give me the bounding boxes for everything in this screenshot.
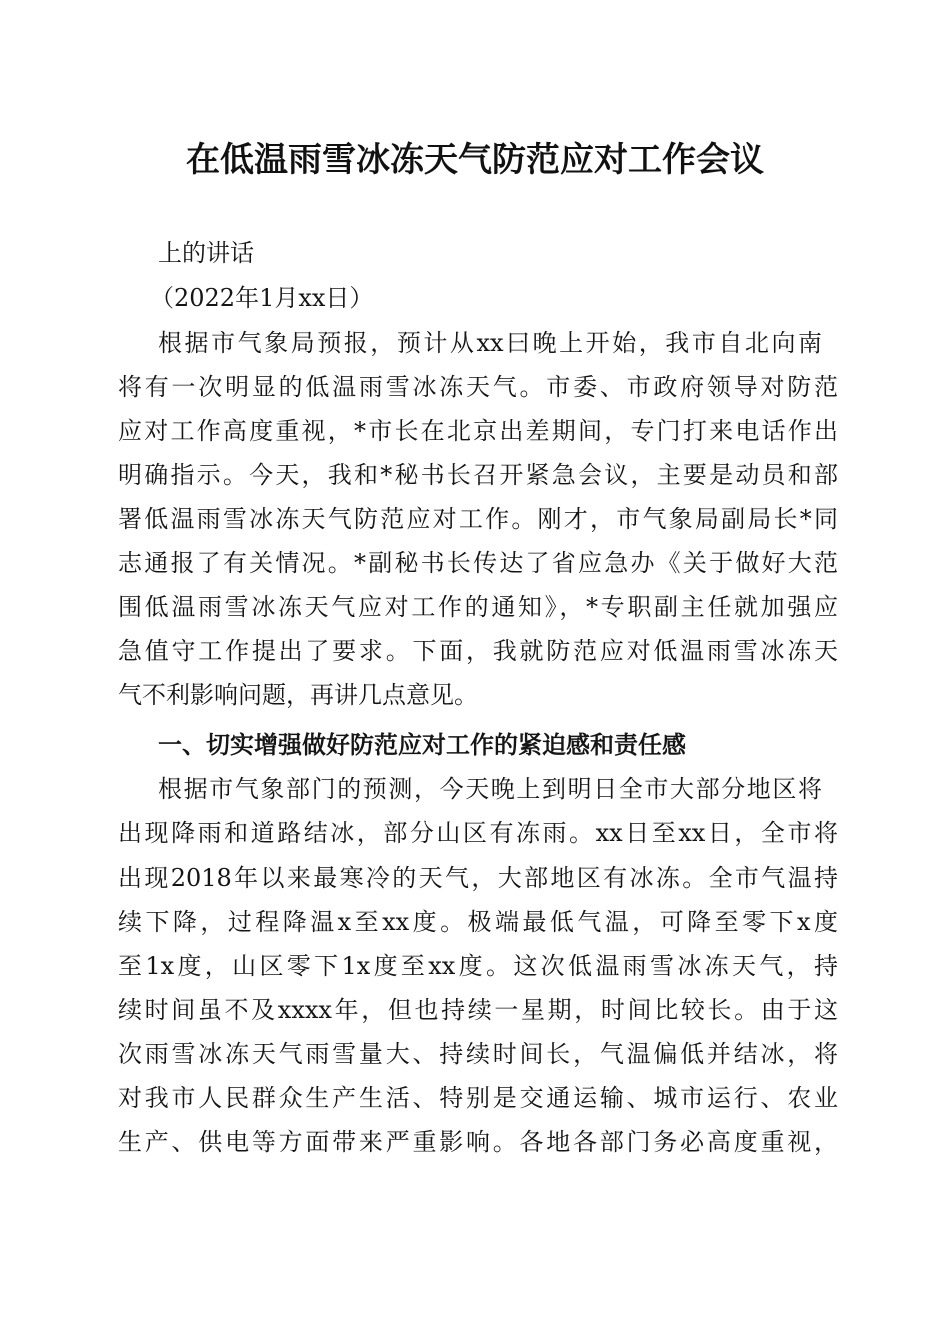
paragraph-1-line-9: 气不利影响问题，再讲几点意见。 (118, 681, 478, 709)
paragraph-1-line-7: 围低温雨雪冰冻天气应对工作的通知》，*专职副主任就加强应 (118, 593, 838, 621)
paragraph-1-line-3: 应对工作高度重视，*市长在北京出差期间，专门打来电话作出 (118, 417, 838, 445)
date-line: （2022年1月xx日） (150, 284, 374, 312)
paragraph-2-line-5: 至1x度，山区零下1x度至xx度。这次低温雨雪冰冻天气，持 (118, 952, 838, 980)
paragraph-2-line-6: 续时间虽不及xxxx年，但也持续一星期，时间比较长。由于这 (118, 996, 838, 1024)
paragraph-2-line-2: 出现降雨和道路结冰，部分山区有冻雨。xx日至xx日，全市将 (118, 819, 838, 847)
paragraph-1-line-4: 明确指示。今天，我和*秘书长召开紧急会议，主要是动员和部 (118, 461, 838, 489)
paragraph-1-line-8: 急值守工作提出了要求。下面，我就防范应对低温雨雪冰冻天 (118, 637, 838, 665)
paragraph-2-line-1: 根据市气象部门的预测，今天晚上到明日全市大部分地区将 (158, 775, 822, 803)
paragraph-2-line-8: 对我市人民群众生产生活、特别是交通运输、城市运行、农业 (118, 1084, 838, 1112)
paragraph-2-line-4: 续下降，过程降温x至xx度。极端最低气温，可降至零下x度 (118, 908, 838, 936)
paragraph-1-line-1: 根据市气象局预报，预计从xx曰晚上开始，我市自北向南 (158, 329, 822, 357)
paragraph-2-line-7: 次雨雪冰冻天气雨雪量大、持续时间长，气温偏低并结冰，将 (118, 1040, 838, 1068)
paragraph-1-line-5: 署低温雨雪冰冻天气防范应对工作。刚才，市气象局副局长*同 (118, 505, 838, 533)
paragraph-2-line-9: 生产、供电等方面带来严重影响。各地各部门务必高度重视， (118, 1128, 838, 1156)
section-heading-1: 一、切实增强做好防范应对工作的紧迫感和责任感 (158, 731, 686, 759)
paragraph-1-line-6: 志通报了有关情况。*副秘书长传达了省应急办《关于做好大范 (118, 549, 838, 577)
subtitle: 上的讲话 (158, 239, 254, 267)
paragraph-2-line-3: 出现2018年以来最寒冷的天气，大部地区有冰冻。全市气温持 (118, 864, 838, 892)
document-title: 在低温雨雪冰冻天气防范应对工作会议 (186, 140, 764, 180)
paragraph-1-line-2: 将有一次明显的低温雨雪冰冻天气。市委、市政府领导对防范 (118, 373, 838, 401)
